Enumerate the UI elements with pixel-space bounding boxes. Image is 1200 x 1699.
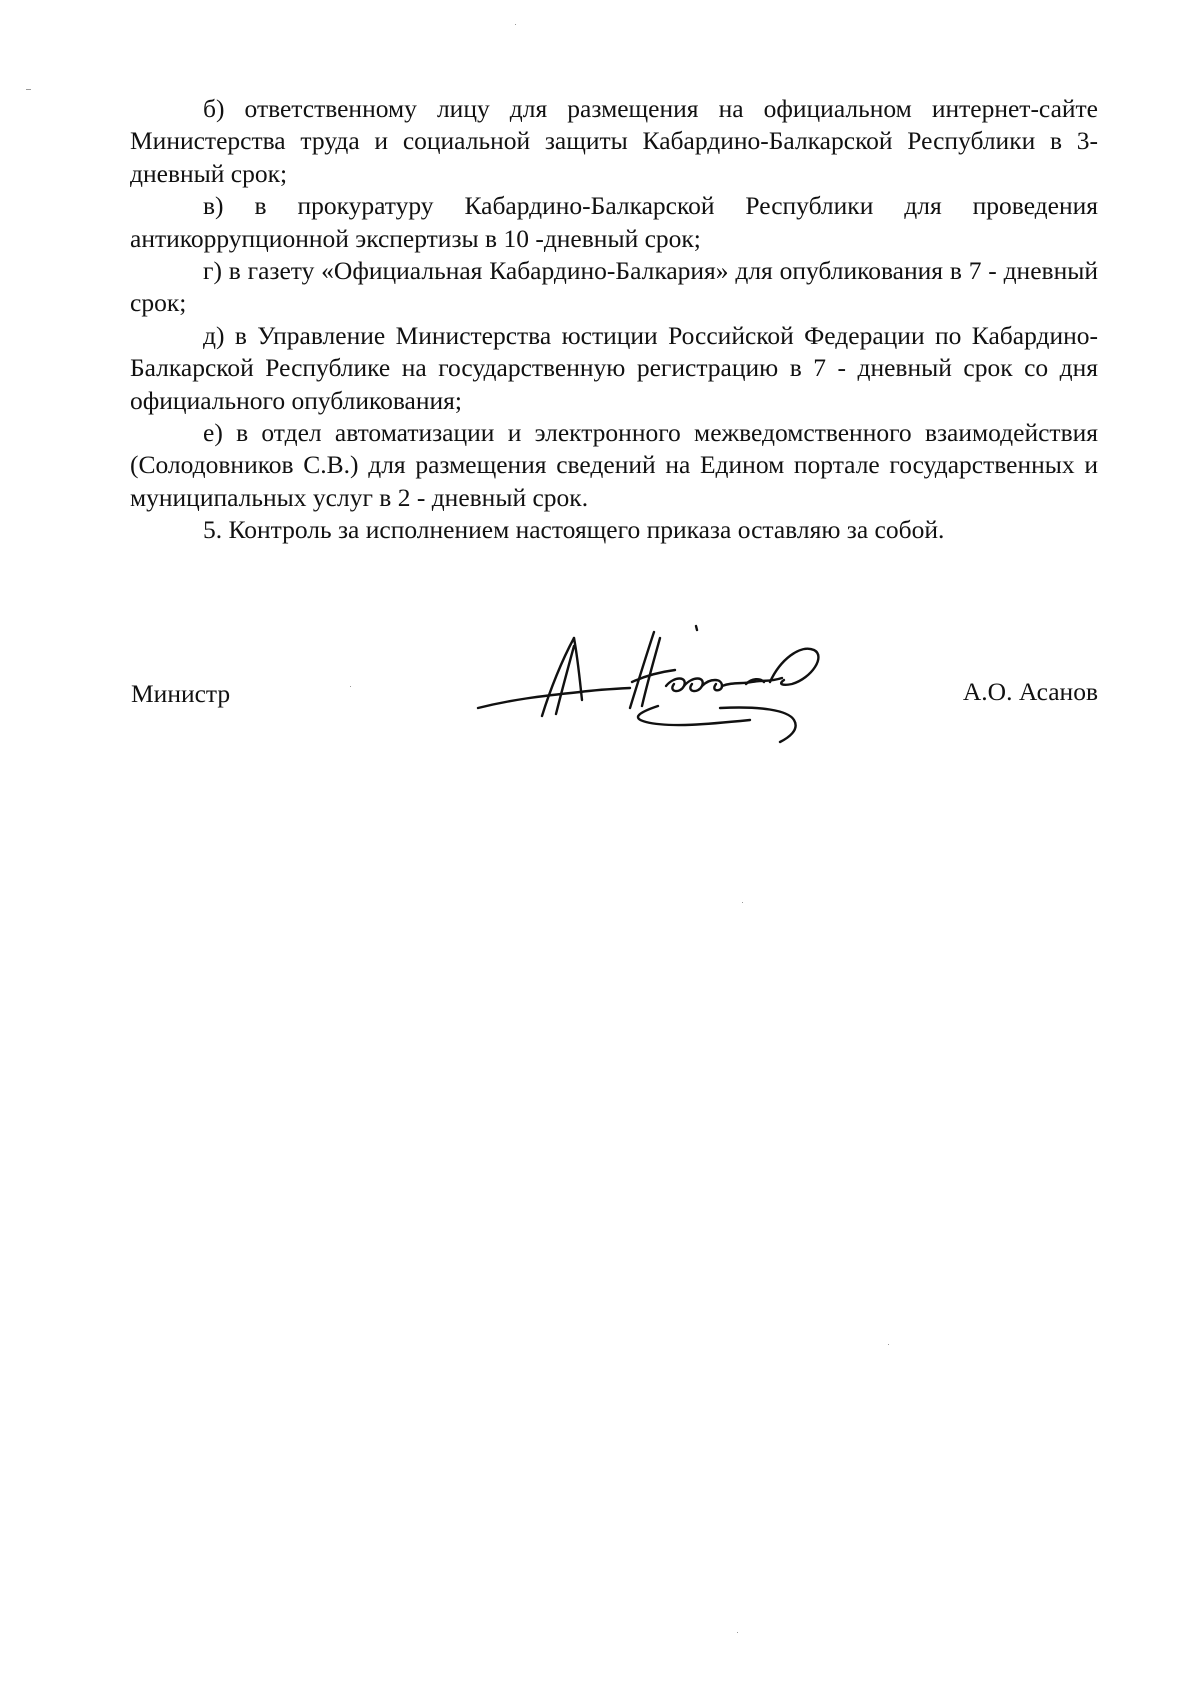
signature-block	[0, 620, 1200, 770]
paragraph-g: г) в газету «Официальная Кабардино-Балкария» для опубликования в 7 - дневный срок;	[130, 256, 1098, 318]
scan-speck	[350, 686, 351, 687]
document-body	[130, 93, 1098, 547]
scan-speck	[515, 24, 516, 25]
scan-speck	[888, 1344, 889, 1345]
signer-name: А.О. Асанов	[962, 677, 1098, 706]
paragraph-d: д) в Управление Министерства юстиции Российской Федерации по Кабардино-Балкарской Республике на государственную регистрацию в 7 - дневный срок со дня официального опубликования;	[130, 320, 1098, 415]
paragraph-control: 5. Контроль за исполнением настоящего приказа оставляю за собой.	[203, 515, 945, 545]
paragraph-v: в) в прокуратуру Кабардино-Балкарской Республики для проведения антикоррупционной экспертизы в 10 -дневный срок;	[130, 191, 1098, 253]
scan-speck	[737, 1632, 738, 1633]
scan-speck	[742, 902, 743, 903]
handwritten-signature	[470, 620, 850, 770]
paragraph-e: е) в отдел автоматизации и электронного межведомственного взаимодействия (Солодовников С.В.) для размещения сведений на Едином портале государственных и муниципальных услуг в 2 - дневный срок.	[130, 418, 1098, 512]
scan-speck	[26, 89, 31, 90]
paragraph-b: б) ответственному лицу для размещения на официальном интернет-сайте Министерства труда и социальной защиты Кабардино-Балкарской Республики в 3-дневный срок;	[130, 94, 1098, 188]
signer-title: Министр	[131, 679, 231, 708]
